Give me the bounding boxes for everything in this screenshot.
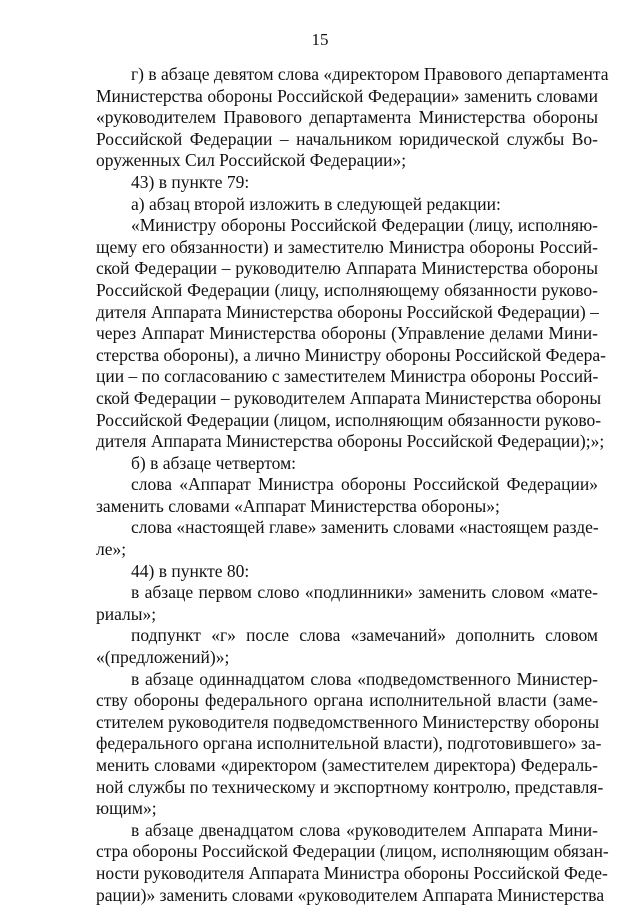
text-line: «(предложений)»; [96,647,230,668]
text-line: ности руководителя Аппарата Министра обороны Российской Феде- [96,862,608,883]
paragraph [96,172,598,194]
text-line: дителя Аппарата Министерства обороны Российской Федерации) – [96,301,599,322]
text-line: 43) в пункте 79: [131,171,250,192]
text-line: «Министру обороны Российской Федерации (лицу, исполняю- [131,215,598,236]
paragraph [96,453,598,475]
text-line: стра обороны Российской Федерации (лицом, исполняющим обязан- [96,841,609,862]
text-line: через Аппарат Министерства обороны (Управление делами Мини- [96,323,598,344]
text-line: рации)» заменить словами «руководителем Аппарата Министерства [96,884,605,905]
text-line: ской Федерации – руководителю Аппарата Министерства обороны [96,258,598,279]
paragraph [96,819,609,906]
text-line: менить словами «директором (заместителем директора) Федераль- [96,755,598,775]
text-line: оруженных Сил Российской Федерации»; [96,150,407,171]
text-line: стителем руководителя подведомственного Министерству обороны [96,711,600,732]
document-body [96,64,609,906]
text-line: слова «настоящей главе» заменить словами «настоящем разде- [131,517,599,538]
paragraph [96,64,609,172]
paragraph [96,194,598,216]
text-line: федерального органа исполнительной власти), подготовившего» за- [96,733,602,754]
text-line: подпункт «г» после слова «замечаний» дополнить словом [131,625,598,646]
paragraph [96,517,598,560]
text-line: б) в абзаце четвертом: [131,452,297,473]
paragraph [96,582,598,625]
text-line: Российской Федерации – начальником юридической службы Во- [96,128,598,149]
text-line: в абзаце одиннадцатом слова «подведомственного Министер- [131,668,598,689]
text-line: «руководителем Правового департамента Министерства обороны [96,107,598,128]
text-line: в абзаце двенадцатом слова «руководителем Аппарата Мини- [131,819,598,840]
paragraph [96,561,598,583]
text-line: щему его обязанности) и заместителю Министра обороны Россий- [96,236,598,257]
paragraph [96,474,598,517]
page-number: 15 [311,30,329,49]
text-line: риалы»; [96,603,157,624]
text-line: ющим»; [96,798,157,819]
text-line: ству обороны федерального органа исполнительной власти (заме- [96,690,598,711]
text-line: г) в абзаце девятом слова «директором Правового департамента [131,64,609,84]
text-line: Российской Федерации (лицом, исполняющим обязанности руково- [96,409,602,430]
text-line: 44) в пункте 80: [131,560,250,581]
text-line: заменить словами «Аппарат Министерства обороны»; [96,495,500,516]
text-line: а) абзац второй изложить в следующей редакции: [131,193,501,214]
text-line: стерства обороны), а лично Министру обороны Российской Федера- [96,344,606,365]
text-line: ской Федерации – руководителем Аппарата Министерства обороны [96,387,602,408]
text-line: ной службы по техническому и экспортному контролю, представля- [96,776,604,797]
text-line: Российской Федерации (лицу, исполняющему обязанности руково- [96,279,598,300]
text-line: Министерства обороны Российской Федерации» заменить словами [96,85,598,106]
text-line: дителя Аппарата Министерства обороны Российской Федерации);»; [96,431,605,452]
paragraph [96,668,604,820]
paragraph [96,625,598,668]
text-line: слова «Аппарат Министра обороны Российской Федерации» [131,474,598,495]
paragraph [96,215,606,453]
text-line: ле»; [96,539,127,560]
text-line: ции – по согласованию с заместителем Министра обороны Россий- [96,366,599,387]
text-line: в абзаце первом слово «подлинники» заменить словом «мате- [131,582,598,603]
